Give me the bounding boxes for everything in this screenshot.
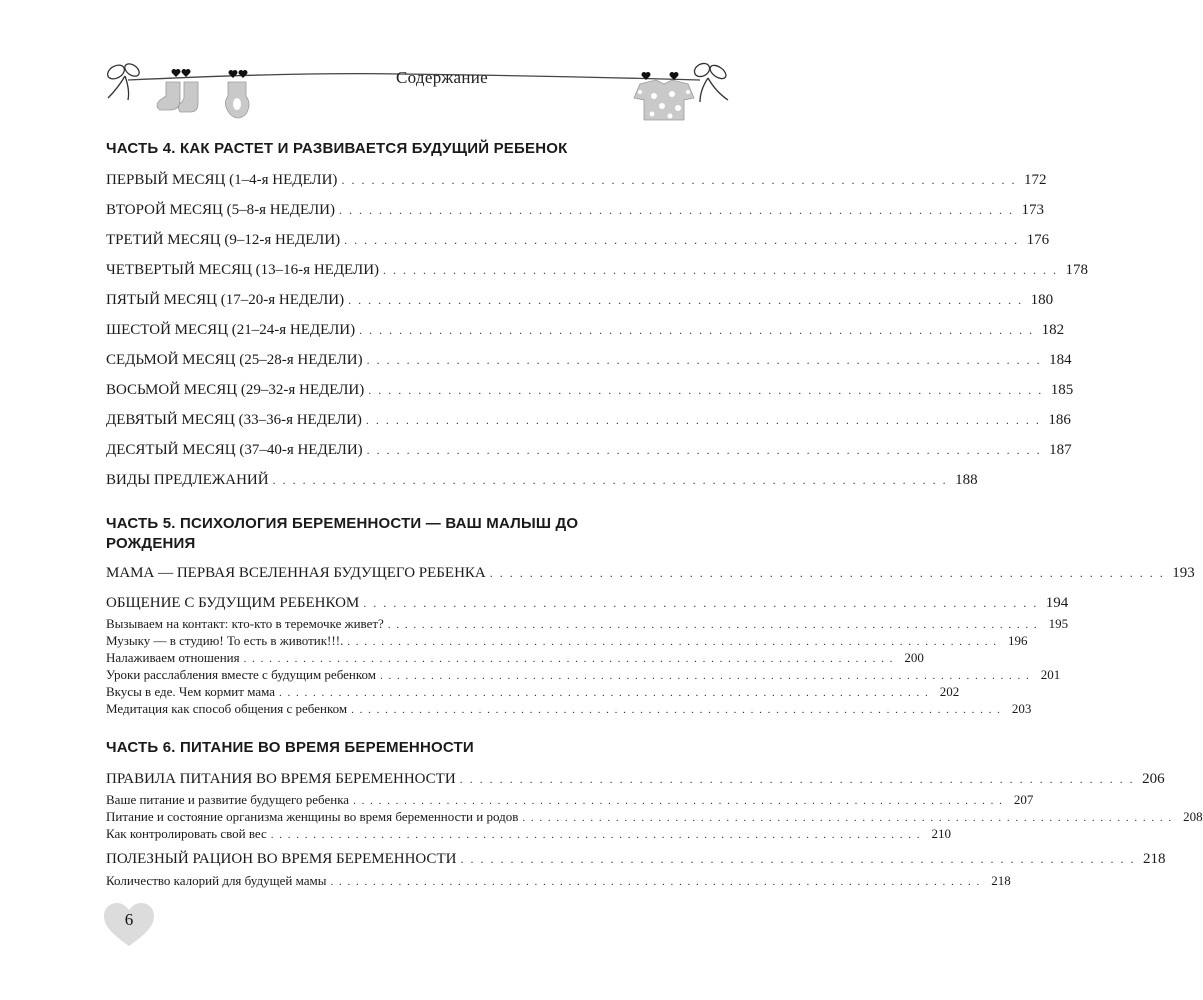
toc-entry-title: ПЕРВЫЙ МЕСЯЦ (1–4-я НЕДЕЛИ) [106, 172, 338, 188]
toc-entry[interactable] [106, 825, 952, 843]
toc-entry-page: 210 [931, 826, 952, 841]
toc-entry-title: МАМА — ПЕРВАЯ ВСЕЛЕННАЯ БУДУЩЕГО РЕБЕНКА [106, 565, 486, 581]
dot-leader: . . . . . . . . . . . . . . . . . . . . . . . . . . . . . . . . . . . . . . . . . . . . . . . . . . . . . . . . . . . . . . . . . . . . [272, 473, 948, 487]
dot-leader: . . . . . . . . . . . . . . . . . . . . . . . . . . . . . . . . . . . . . . . . . . . . . . . . . . . . . . . . . . . . . . . . . . . . [459, 772, 1135, 786]
toc-entry-title: СЕДЬМОЙ МЕСЯЦ (25–28-я НЕДЕЛИ) [106, 352, 363, 368]
toc-entry-title: ПОЛЕЗНЫЙ РАЦИОН ВО ВРЕМЯ БЕРЕМЕННОСТИ [106, 851, 457, 867]
toc-entry-page: 180 [1030, 292, 1054, 308]
toc-entry-page: 187 [1049, 442, 1072, 458]
dot-leader: . . . . . . . . . . . . . . . . . . . . . . . . . . . . . . . . . . . . . . . . . . . . . . . . . . . . . . . . . . . . . . . . . . . . . . . . . . . . . [522, 812, 1173, 824]
toc-entry-page: 173 [1021, 202, 1044, 218]
toc-entry[interactable] [106, 228, 1050, 252]
section-heading: ЧАСТЬ 4. КАК РАСТЕТ И РАЗВИВАЕТСЯ БУДУЩИЙ РЕБЕНОК [106, 140, 568, 157]
dot-leader: . . . . . . . . . . . . . . . . . . . . . . . . . . . . . . . . . . . . . . . . . . . . . . . . . . . . . . . . . . . . . . . . . . . . . . . . . . . . . [330, 876, 981, 888]
toc-entry-page: 184 [1049, 352, 1072, 368]
toc-entry[interactable] [106, 198, 1044, 222]
toc-entry[interactable] [106, 808, 1203, 826]
toc-entry[interactable] [106, 666, 1061, 684]
toc-entry-page: 172 [1023, 172, 1047, 188]
toc-entry[interactable] [106, 700, 1032, 718]
dot-leader: . . . . . . . . . . . . . . . . . . . . . . . . . . . . . . . . . . . . . . . . . . . . . . . . . . . . . . . . . . . . . . . . . . . . . . . . . . . . . [353, 795, 1004, 807]
dot-leader: . . . . . . . . . . . . . . . . . . . . . . . . . . . . . . . . . . . . . . . . . . . . . . . . . . . . . . . . . . . . . . . . . . . . . . . . . . . . . [270, 829, 922, 841]
toc-entry-page: 207 [1013, 792, 1034, 807]
dot-leader: . . . . . . . . . . . . . . . . . . . . . . . . . . . . . . . . . . . . . . . . . . . . . . . . . . . . . . . . . . . . . . . . . . . . . . . . . . . . . [243, 653, 894, 665]
dot-leader: . . . . . . . . . . . . . . . . . . . . . . . . . . . . . . . . . . . . . . . . . . . . . . . . . . . . . . . . . . . . . . . . . . . . . . . . . . . . . [387, 619, 1039, 631]
toc-entry-title: ТРЕТИЙ МЕСЯЦ (9–12-я НЕДЕЛИ) [106, 232, 341, 248]
toc-entry-page: 176 [1026, 232, 1050, 248]
page-number: 6 [124, 910, 134, 929]
dot-leader: . . . . . . . . . . . . . . . . . . . . . . . . . . . . . . . . . . . . . . . . . . . . . . . . . . . . . . . . . . . . . . . . . . . . [363, 596, 1039, 610]
dot-leader: . . . . . . . . . . . . . . . . . . . . . . . . . . . . . . . . . . . . . . . . . . . . . . . . . . . . . . . . . . . . . . . . . . . . [366, 443, 1042, 457]
toc-entry-page: 218 [1142, 851, 1166, 867]
toc-entry-title: ДЕСЯТЫЙ МЕСЯЦ (37–40-я НЕДЕЛИ) [106, 442, 363, 458]
toc-entry-page: 206 [1142, 771, 1165, 787]
toc-entry-page: 185 [1050, 382, 1074, 398]
section-heading: ЧАСТЬ 5. ПСИХОЛОГИЯ БЕРЕМЕННОСТИ — ВАШ МАЛЫШ ДО РОЖДЕНИЯ [106, 515, 579, 552]
toc-entry-title: Вкусы в еде. Чем кормит мама [106, 684, 276, 699]
dot-leader: . . . . . . . . . . . . . . . . . . . . . . . . . . . . . . . . . . . . . . . . . . . . . . . . . . . . . . . . . . . . . . . . . . . . [348, 293, 1024, 307]
toc-entry-title: Музыку — в студию! То есть в животик!!!. [106, 633, 344, 648]
toc-entry-title: ВТОРОЙ МЕСЯЦ (5–8-я НЕДЕЛИ) [106, 202, 335, 218]
section-heading: ЧАСТЬ 6. ПИТАНИЕ ВО ВРЕМЯ БЕРЕМЕННОСТИ [106, 739, 474, 756]
toc-entry-title: Как контролировать свой вес [106, 826, 267, 841]
toc-entry-title: ВИДЫ ПРЕДЛЕЖАНИЙ [106, 472, 269, 488]
toc-entry[interactable] [106, 847, 1166, 871]
toc-entry-page: 203 [1011, 701, 1032, 716]
toc-entry-title: ОБЩЕНИЕ С БУДУЩИМ РЕБЕНКОМ [106, 595, 360, 611]
dot-leader: . . . . . . . . . . . . . . . . . . . . . . . . . . . . . . . . . . . . . . . . . . . . . . . . . . . . . . . . . . . . . . . . . . . . . . . . . . . . . [351, 704, 1002, 716]
toc-entry-page: 208 [1183, 809, 1203, 824]
page-title: Содержание [395, 68, 489, 87]
dot-leader: . . . . . . . . . . . . . . . . . . . . . . . . . . . . . . . . . . . . . . . . . . . . . . . . . . . . . . . . . . . . . . . . . . . . [368, 383, 1044, 397]
toc-entry[interactable] [106, 168, 1047, 192]
toc-entry-page: 178 [1065, 262, 1089, 278]
toc-entry[interactable] [106, 791, 1034, 809]
dot-leader: . . . . . . . . . . . . . . . . . . . . . . . . . . . . . . . . . . . . . . . . . . . . . . . . . . . . . . . . . . . . . . . . . . . . [489, 566, 1165, 580]
toc-entry-title: Медитация как способ общения с ребенком [106, 701, 348, 716]
toc-entry-title: Уроки расслабления вместе с будущим ребенком [106, 667, 377, 682]
toc-entry-page: 193 [1172, 565, 1195, 581]
toc-entry-page: 186 [1048, 412, 1071, 428]
baby-shirt-icon [634, 80, 694, 120]
toc-entry[interactable] [106, 767, 1165, 791]
dot-leader: . . . . . . . . . . . . . . . . . . . . . . . . . . . . . . . . . . . . . . . . . . . . . . . . . . . . . . . . . . . . . . . . . . . . . . . . . . . . . [279, 687, 930, 699]
toc-entry[interactable] [106, 872, 1011, 890]
clothesline-decoration [0, 0, 800, 130]
toc-entry[interactable] [106, 288, 1054, 312]
dot-leader: . . . . . . . . . . . . . . . . . . . . . . . . . . . . . . . . . . . . . . . . . . . . . . . . . . . . . . . . . . . . . . . . . . . . [460, 852, 1136, 866]
toc-entry[interactable] [106, 561, 1195, 585]
hearts-icon [172, 69, 191, 77]
toc-entry-title: ПРАВИЛА ПИТАНИЯ ВО ВРЕМЯ БЕРЕМЕННОСТИ [106, 771, 456, 787]
toc-entry-page: 218 [991, 873, 1011, 888]
toc-entry-page: 201 [1040, 667, 1061, 682]
left-bow-icon [105, 61, 141, 100]
toc-entry-title: Питание и состояние организма женщины во время беременности и родов [106, 809, 519, 824]
dot-leader: . . . . . . . . . . . . . . . . . . . . . . . . . . . . . . . . . . . . . . . . . . . . . . . . . . . . . . . . . . . . . . . . . . . . [338, 203, 1014, 217]
dot-leader: . . . . . . . . . . . . . . . . . . . . . . . . . . . . . . . . . . . . . . . . . . . . . . . . . . . . . . . . . . . . . . . . . . . . [344, 233, 1020, 247]
toc-entry-page: 196 [1008, 633, 1028, 648]
toc-entry-page: 188 [955, 472, 978, 488]
toc-entry-title: Ваше питание и развитие будущего ребенка [106, 792, 350, 807]
baby-socks-icon [157, 82, 198, 112]
toc-entry-title: Вызываем на контакт: кто-кто в теремочке живет? [106, 616, 384, 631]
page-header [0, 0, 800, 130]
dot-leader: . . . . . . . . . . . . . . . . . . . . . . . . . . . . . . . . . . . . . . . . . . . . . . . . . . . . . . . . . . . . . . . . . . . . [366, 353, 1042, 367]
toc-entry[interactable] [106, 378, 1074, 402]
toc-entry[interactable] [106, 408, 1071, 432]
toc-entry-page: 194 [1045, 595, 1069, 611]
dot-leader: . . . . . . . . . . . . . . . . . . . . . . . . . . . . . . . . . . . . . . . . . . . . . . . . . . . . . . . . . . . . . . . . . . . . [359, 323, 1035, 337]
toc-entry-title: ЧЕТВЕРТЫЙ МЕСЯЦ (13–16-я НЕДЕЛИ) [106, 262, 380, 278]
dot-leader: . . . . . . . . . . . . . . . . . . . . . . . . . . . . . . . . . . . . . . . . . . . . . . . . . . . . . . . . . . . . . . . . . . . . . . . . . . . . . [347, 636, 998, 648]
toc-entry-title: Налаживаем отношения [106, 650, 240, 665]
toc-entry[interactable] [106, 683, 960, 701]
toc-entry-title: Количество калорий для будущей мамы [106, 873, 327, 888]
dot-leader: . . . . . . . . . . . . . . . . . . . . . . . . . . . . . . . . . . . . . . . . . . . . . . . . . . . . . . . . . . . . . . . . . . . . [365, 413, 1041, 427]
toc-entry[interactable] [106, 468, 978, 492]
toc-entry[interactable] [106, 632, 1028, 650]
baby-bib-icon [225, 82, 249, 118]
dot-leader: . . . . . . . . . . . . . . . . . . . . . . . . . . . . . . . . . . . . . . . . . . . . . . . . . . . . . . . . . . . . . . . . . . . . . . . . . . . . . [380, 670, 1031, 682]
toc-entry[interactable] [106, 649, 924, 667]
toc-entry-title: ДЕВЯТЫЙ МЕСЯЦ (33–36-я НЕДЕЛИ) [106, 412, 362, 428]
toc-entry[interactable] [106, 438, 1072, 462]
toc-entry-title: ШЕСТОЙ МЕСЯЦ (21–24-я НЕДЕЛИ) [106, 322, 356, 338]
dot-leader: . . . . . . . . . . . . . . . . . . . . . . . . . . . . . . . . . . . . . . . . . . . . . . . . . . . . . . . . . . . . . . . . . . . . [341, 173, 1017, 187]
toc-entry[interactable] [106, 615, 1069, 633]
dot-leader: . . . . . . . . . . . . . . . . . . . . . . . . . . . . . . . . . . . . . . . . . . . . . . . . . . . . . . . . . . . . . . . . . . . . [383, 263, 1059, 277]
toc-entry-page: 200 [904, 650, 924, 665]
toc-entry-page: 182 [1041, 322, 1065, 338]
toc-entry-page: 202 [939, 684, 960, 699]
toc-entry[interactable] [106, 591, 1069, 615]
toc-entry[interactable] [106, 348, 1072, 372]
toc-entry-title: ВОСЬМОЙ МЕСЯЦ (29–32-я НЕДЕЛИ) [106, 382, 365, 398]
toc-entry-page: 195 [1048, 616, 1069, 631]
hearts-icon [228, 70, 247, 78]
right-bow-icon [692, 61, 728, 102]
toc-entry-title: ПЯТЫЙ МЕСЯЦ (17–20-я НЕДЕЛИ) [106, 292, 345, 308]
toc-entry[interactable] [106, 258, 1089, 282]
toc-entry[interactable] [106, 318, 1065, 342]
